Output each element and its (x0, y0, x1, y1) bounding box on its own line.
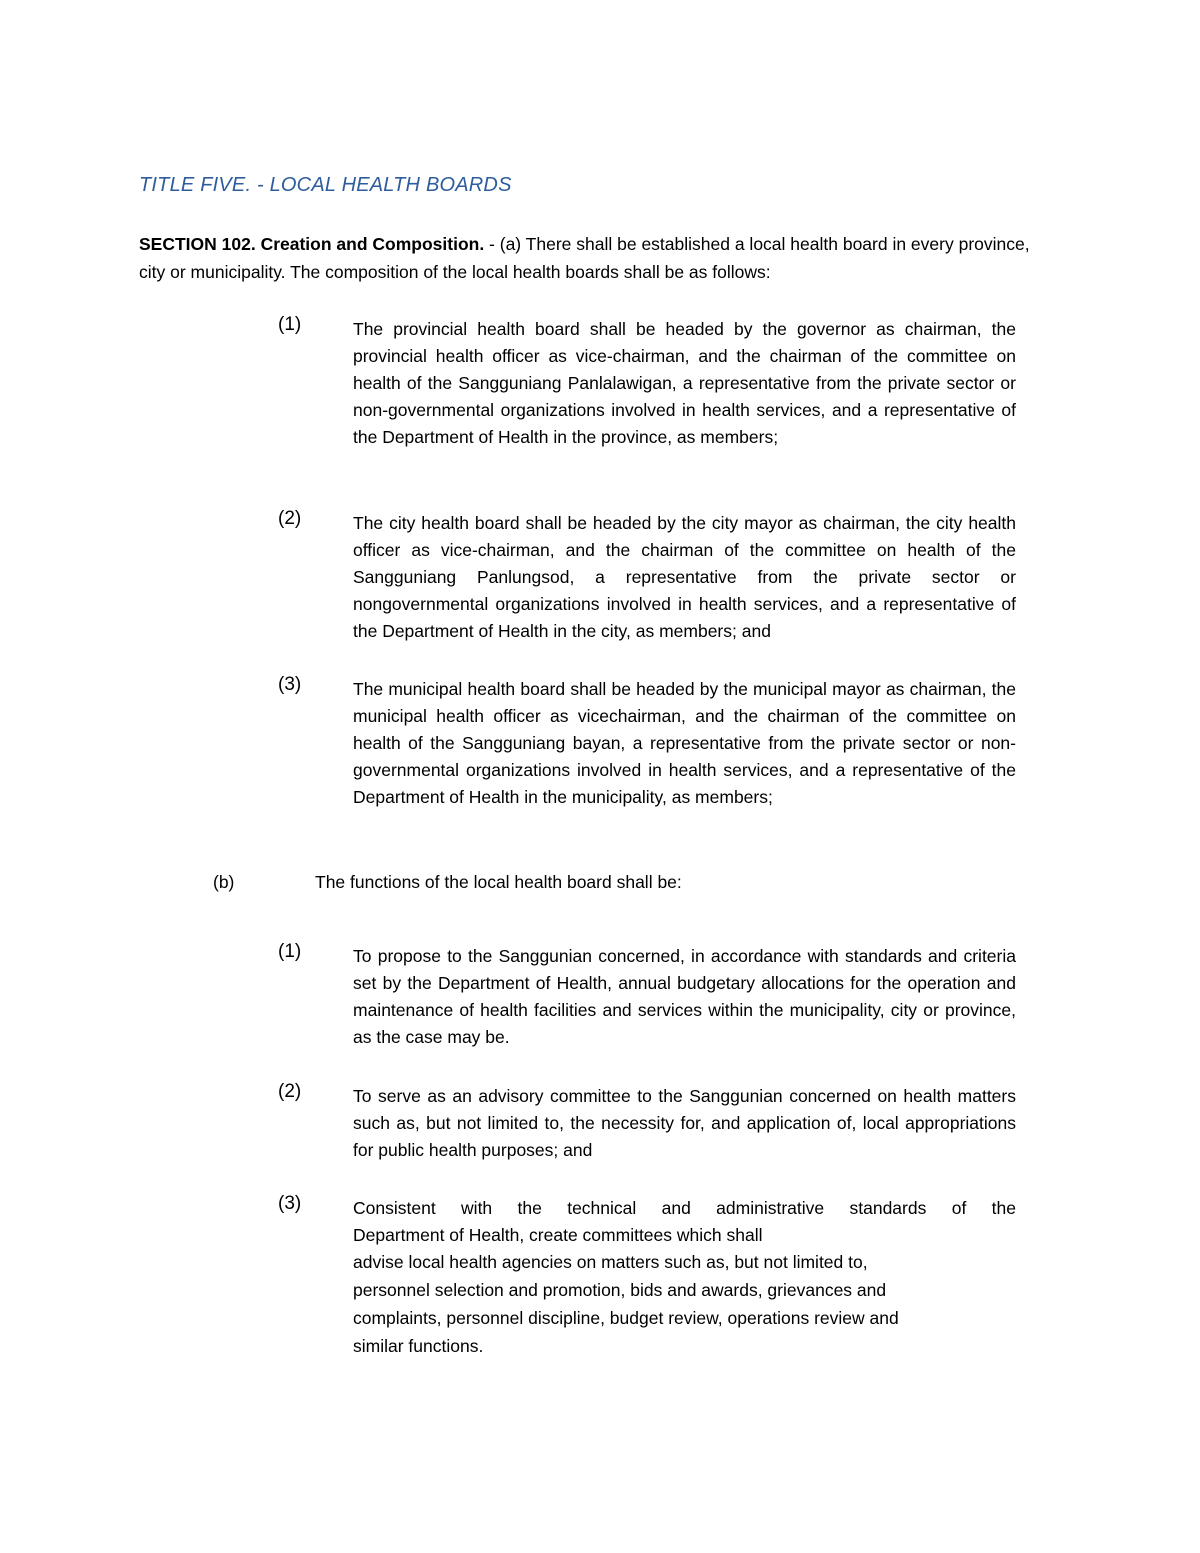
item-text-line-2: Department of Health, create committees which shall (353, 1225, 763, 1245)
item-number: (2) (278, 508, 302, 529)
item-text: To serve as an advisory committee to the Sanggunian concerned on health matters such as, but not limited to, the necessity for, and application of, local appropriations for public health purposes; and (353, 1086, 1016, 1160)
item-text-line-3: advise local health agencies on matters such as, but not limited to, (353, 1252, 868, 1272)
section-intro (139, 231, 1039, 286)
item-text: The provincial health board shall be headed by the governor as chairman, the provincial health officer as vice-chairman, and the chairman of the committee on health of the Sangguniang Panlalawigan, a representative from the private sector or non-governmental organizations involved in health services, and a representative of the Department of Health in the province, as members; (353, 319, 1016, 447)
subsection-b-label: (b) (213, 872, 235, 892)
section-separator: - (484, 234, 500, 254)
item-text-line-6: similar functions. (353, 1336, 484, 1356)
item-number: (3) (278, 1193, 302, 1214)
item-text-line-4: personnel selection and promotion, bids and awards, grievances and (353, 1280, 887, 1300)
item-text-line-1: Consistent with the technical and administrative standards of the (353, 1198, 1016, 1218)
subsection-b-text: The functions of the local health board shall be: (315, 872, 682, 892)
page-title: TITLE FIVE. - LOCAL HEALTH BOARDS (139, 174, 512, 196)
item-text: The city health board shall be headed by the city mayor as chairman, the city health officer as vice-chairman, and the chairman of the committee on health of the Sangguniang Panlungsod, a representative from the private sector or nongovernmental organizations involved in health services, and a representative of the Department of Health in the city, as members; and (353, 513, 1016, 641)
item-text: The municipal health board shall be headed by the municipal mayor as chairman, the municipal health officer as vicechairman, and the chairman of the committee on health of the Sangguniang bayan, a representative from the private sector or non-governmental organizations involved in health services, and a representative of the Department of Health in the municipality, as members; (353, 679, 1016, 807)
item-text: To propose to the Sanggunian concerned, in accordance with standards and criteria set by the Department of Health, annual budgetary allocations for the operation and maintenance of health facilities and services within the municipality, city or province, as the case may be. (353, 946, 1016, 1047)
subsection-a-text: There shall be established a local health board in every province, city or municipality. The composition of the local health boards shall be as follows: (139, 234, 1030, 282)
item-text-line-5: complaints, personnel discipline, budget review, operations review and (353, 1308, 899, 1328)
item-number: (3) (278, 674, 302, 695)
item-number: (2) (278, 1081, 302, 1102)
section-heading: SECTION 102. Creation and Composition. (139, 234, 485, 254)
item-number: (1) (278, 314, 302, 335)
subsection-a-label: (a) (499, 234, 522, 254)
item-number: (1) (278, 941, 302, 962)
